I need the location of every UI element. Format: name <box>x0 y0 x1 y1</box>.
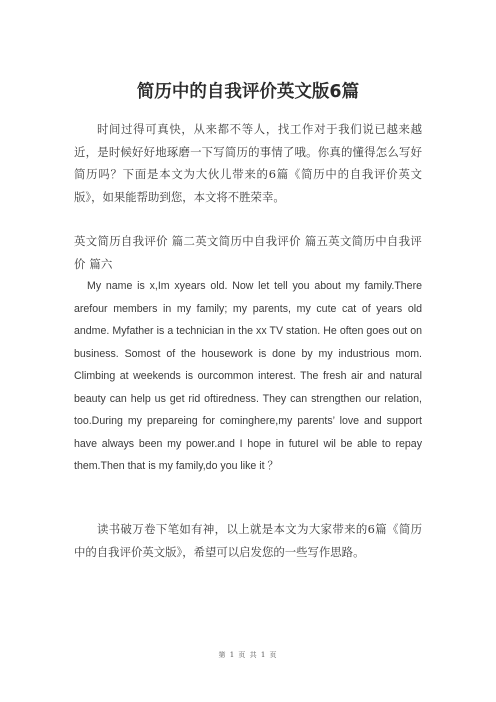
english-sample-paragraph: My name is x,Im xyears old. Now let tell you about my family.There arefour members in my family; my parents, my cute cat of years old andme. Myfather is a technician in the xx TV station. He often goes out on business. Somost of the housework is done by my industrious mom. Climbing at weekends is ourcommon interest. The fresh air and natural beauty can help us get rid oftiredness. They can strengthen our relation, too.During my prepareing for cominghere,my parents’ love and support have always been my power.and I hope in futureI wil be able to repay them.Then that is my family,do you like it ？ <box>74 280 422 472</box>
page-number-footer: 第 1 页 共 1 页 <box>218 651 278 659</box>
document-title: 简历中的自我评价英文版6篇 <box>136 82 360 102</box>
article-links-paragraph: 英文简历自我评价 篇二英文简历中自我评价 篇五英文简历中自我评价 篇六 <box>74 234 422 271</box>
closing-paragraph: 读书破万卷下笔如有神，以上就是本文为大家带来的6篇《简历中的自我评价英文版》，希望可以启发您的一些写作思路。 <box>74 522 422 559</box>
intro-paragraph: 时间过得可真快，从来都不等人，找工作对于我们说已越来越近，是时候好好地琢磨一下写简历的事情了哦。你真的懂得怎么写好简历吗？下面是本文为大伙儿带来的6篇《简历中的自我评价英文版》，如果能帮助到您，本文将不胜荣幸。 <box>74 122 422 204</box>
